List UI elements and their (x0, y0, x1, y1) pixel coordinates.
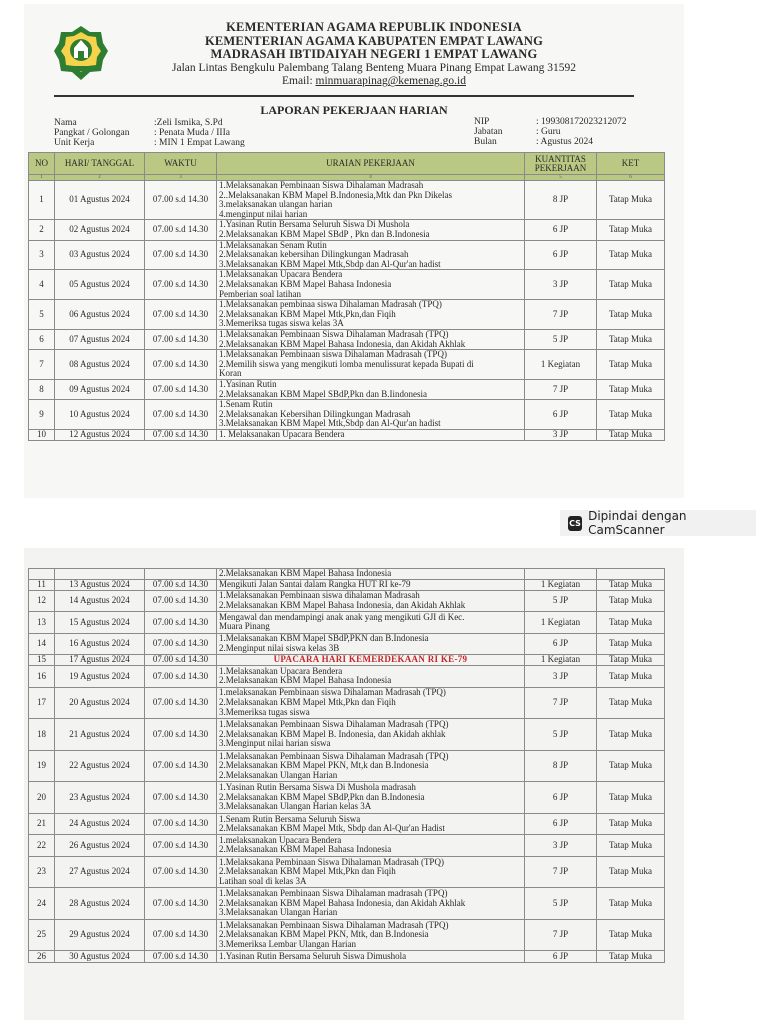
row-number: 20 (29, 782, 55, 814)
row-date: 09 Agustus 2024 (55, 379, 145, 399)
work-log-rows-page-1 (29, 181, 665, 441)
row-date: 02 Agustus 2024 (55, 220, 145, 240)
row-time: 07.00 s.d 14.30 (145, 654, 217, 665)
row-number: 3 (29, 240, 55, 270)
row-number: 9 (29, 400, 55, 430)
row-time: 07.00 s.d 14.30 (145, 633, 217, 654)
task-line: 2.Melaksanakan KBM Mapel Mtk,Pkn,dan Fiqih (219, 309, 396, 319)
task-line: 3.Memeriksa tugas siswa (219, 707, 310, 717)
row-ket: Tatap Muka (597, 350, 665, 380)
table-row (29, 719, 665, 751)
row-number: 26 (29, 951, 55, 962)
row-quantity: 8 JP (525, 181, 597, 220)
table-row (29, 240, 665, 270)
table-row (29, 181, 665, 220)
row-description (217, 666, 525, 687)
task-line: 2.Melaksanakan Kebersihan Dilingkungan Madrasah (219, 409, 411, 419)
task-line: 3.Memeriksa tugas siswa kelas 3A (219, 319, 344, 329)
col-header-no: NO (29, 153, 55, 175)
row-date: 21 Agustus 2024 (55, 719, 145, 751)
row-time: 07.00 s.d 14.30 (145, 590, 217, 611)
col-number: 5 (525, 175, 597, 181)
report-title: LAPORAN PEKERJAAN HARIAN (260, 103, 448, 117)
task-line: Pemberian soal latihan (219, 289, 301, 299)
task-line: 1.Melaksanakan Pembinaan Siswa Dihalaman madrasah (TPQ) (219, 889, 448, 899)
task-line: 1.Yasinan Rutin Bersama Seluruh Siswa Dimushola (219, 951, 407, 961)
col-header-ket: KET (597, 153, 665, 175)
task-line: 1.Melaksanakan Pembinaan Siswa Dihalaman Madrasah (TPQ) (219, 329, 449, 339)
row-time: 07.00 s.d 14.30 (145, 579, 217, 590)
col-header-date: HARI/ TANGGAL (55, 153, 145, 175)
employee-info-right (474, 118, 627, 147)
task-line: 1.Melaksanakan Upacara Bendera (219, 666, 343, 676)
row-quantity: 6 JP (525, 782, 597, 814)
table-row (29, 579, 665, 590)
row-quantity: 8 JP (525, 750, 597, 782)
col-number: 4 (217, 175, 525, 181)
row-number: 18 (29, 719, 55, 751)
kemenag-logo-icon (54, 24, 108, 82)
row-number: 12 (29, 590, 55, 611)
task-line: UPACARA HARI KEMERDEKAAN RI KE-79 (273, 655, 468, 665)
row-time: 07.00 s.d 14.30 (145, 181, 217, 220)
col-number: 1 (29, 175, 55, 181)
task-line: 2.Melaksanakan KBM Mapel Bahasa Indonesia, dan Akidah Akhlak (219, 600, 466, 610)
row-ket: Tatap Muka (597, 666, 665, 687)
task-line: 1.Yasinan Rutin Bersama Seluruh Siswa Di Mushola (219, 220, 410, 230)
task-line: 2.Melaksanakan KBM Mapel B. Indonesia, dan Akidah akhlak (219, 729, 446, 739)
table-row (29, 612, 665, 633)
row-date: 22 Agustus 2024 (55, 750, 145, 782)
info-value: : MIN 1 Empat Lawang (154, 137, 245, 148)
row-quantity: 7 JP (525, 856, 597, 888)
camscanner-icon: CS (568, 516, 582, 531)
table-row (29, 429, 665, 440)
row-number: 19 (29, 750, 55, 782)
row-ket: Tatap Muka (597, 813, 665, 834)
table-row (29, 813, 665, 834)
row-ket: Tatap Muka (597, 220, 665, 240)
row-ket: Tatap Muka (597, 429, 665, 440)
row-time: 07.00 s.d 14.30 (145, 329, 217, 349)
table-row (29, 856, 665, 888)
letterhead-line-3: MADRASAH IBTIDAIYAH NEGERI 1 EMPAT LAWANG (210, 47, 538, 62)
row-quantity: 7 JP (525, 379, 597, 399)
row-number: 10 (29, 429, 55, 440)
task-line: 2.Melaksanakan Ulangan Harian (219, 770, 338, 780)
row-description (217, 579, 525, 590)
row-date: 23 Agustus 2024 (55, 782, 145, 814)
row-date: 03 Agustus 2024 (55, 240, 145, 270)
row-ket: Tatap Muka (597, 181, 665, 220)
row-quantity: 1 Kegiatan (525, 350, 597, 380)
row-date: 26 Agustus 2024 (55, 835, 145, 856)
letterhead (124, 21, 624, 89)
row-ket: Tatap Muka (597, 719, 665, 751)
row-ket: Tatap Muka (597, 579, 665, 590)
row-quantity: 7 JP (525, 919, 597, 951)
task-line: 3.Melaksanakan KBM Mapel Mtk,Sbdp dan Al-Qur'an hadist (219, 419, 441, 429)
task-line: 2.Melaksanakan KBM Mapel Bahasa Indonesia (219, 676, 392, 686)
info-label: Pangkat / Golongan (54, 127, 130, 138)
row-ket: Tatap Muka (597, 888, 665, 920)
row-ket: Tatap Muka (597, 856, 665, 888)
row-number: 2 (29, 220, 55, 240)
task-line: 2.Melaksanakan KBM Mapel SBdP , Pkn dan B.Indonesia (219, 229, 430, 239)
task-line: 3.Melaksanakan Ulangan Harian kelas 3A (219, 802, 372, 812)
row-number: 8 (29, 379, 55, 399)
task-line: 2.Melaksanakan KBM Mapel Bahasa Indonesia (217, 569, 525, 580)
row-date: 29 Agustus 2024 (55, 919, 145, 951)
col-header-quantity: KUANTITAS PEKERJAAN (525, 153, 597, 175)
row-time: 07.00 s.d 14.30 (145, 856, 217, 888)
row-description (217, 270, 525, 300)
info-month-row (474, 138, 627, 148)
row-date: 24 Agustus 2024 (55, 813, 145, 834)
row-time: 07.00 s.d 14.30 (145, 919, 217, 951)
task-line: 3.Memeriksa Lembar Ulangan Harian (219, 939, 356, 949)
row-date: 19 Agustus 2024 (55, 666, 145, 687)
row-number: 5 (29, 300, 55, 330)
task-line: 3.Melaksanakan KBM Mapel Mtk,Sbdp dan Al-Qur'an hadist (219, 259, 441, 269)
row-number: 21 (29, 813, 55, 834)
row-description (217, 350, 525, 380)
table-row (29, 350, 665, 380)
table-row (29, 590, 665, 611)
letterhead-line-2: KEMENTERIAN AGAMA KABUPATEN EMPAT LAWANG (204, 33, 544, 48)
row-time: 07.00 s.d 14.30 (145, 429, 217, 440)
row-ket: Tatap Muka (597, 300, 665, 330)
col-header-description: URAIAN PEKERJAAN (217, 153, 525, 175)
letterhead-line-1: KEMENTERIAN AGAMA REPUBLIK INDONESIA (226, 20, 522, 34)
task-line: 1.Senam Rutin (219, 400, 273, 410)
info-value: :Zeli Ismika, S.Pd (154, 118, 223, 128)
task-line: 1.Melaksanakan Senam Rutin (219, 240, 327, 250)
row-number: 16 (29, 666, 55, 687)
row-date: 05 Agustus 2024 (55, 270, 145, 300)
row-time: 07.00 s.d 14.30 (145, 220, 217, 240)
row-quantity: 7 JP (525, 687, 597, 719)
info-label: Jabatan (474, 126, 503, 137)
table-row (29, 835, 665, 856)
task-line: 2..Melaksanakan KBM Mapel B.Indonesia,Mtk dan Pkn Dikelas (219, 190, 452, 200)
task-line: 2.Melaksanakan KBM Mapel Bahasa Indonesia (219, 279, 392, 289)
task-line: 2.Melaksanakan KBM Mapel Mtk, Sbdp dan Al-Qur'an Hadist (219, 824, 445, 834)
task-line: Latihan soal di kelas 3A (219, 876, 307, 886)
row-number: 4 (29, 270, 55, 300)
row-time: 07.00 s.d 14.30 (145, 379, 217, 399)
row-ket: Tatap Muka (597, 654, 665, 665)
row-ket: Tatap Muka (597, 379, 665, 399)
row-ket: Tatap Muka (597, 951, 665, 962)
task-line: Koran (219, 369, 242, 379)
row-ket: Tatap Muka (597, 329, 665, 349)
row-quantity: 3 JP (525, 835, 597, 856)
row-description (217, 400, 525, 430)
info-value: : Agustus 2024 (536, 136, 594, 147)
table-row (29, 270, 665, 300)
task-line: 1.Melaksanakan KBM Mapel SBdP,PKN dan B.Indonesia (219, 634, 429, 644)
table-row (29, 782, 665, 814)
camscanner-badge (560, 510, 756, 536)
row-time: 07.00 s.d 14.30 (145, 782, 217, 814)
row-date: 08 Agustus 2024 (55, 350, 145, 380)
row-number: 15 (29, 654, 55, 665)
row-quantity: 6 JP (525, 813, 597, 834)
row-date: 13 Agustus 2024 (55, 579, 145, 590)
camscanner-label: Dipindai dengan CamScanner (588, 509, 687, 537)
row-number: 14 (29, 633, 55, 654)
row-description (217, 240, 525, 270)
table-row-continuation (29, 569, 665, 580)
task-line: 1.melaksanakan Upacara Bendera (219, 835, 342, 845)
info-value: : Guru (536, 126, 561, 137)
task-line: 1.Melaksanakan Upacara Bendera (219, 270, 343, 280)
work-log-table-page-1 (28, 152, 665, 441)
task-line: 1. Melaksanakan Upacara Bendera (219, 429, 345, 439)
task-line: 2.Memilih siswa yang mengikuti lomba menulissurat kepada Bupati di (219, 359, 474, 369)
task-line: Mengikuti Jalan Santai dalam Rangka HUT RI ke-79 (219, 579, 411, 589)
task-line: 1.melaksanakan Pembinaan siswa Dihalaman Madrasah (TPQ) (219, 688, 446, 698)
row-quantity: 5 JP (525, 329, 597, 349)
row-number: 13 (29, 612, 55, 633)
table-row (29, 300, 665, 330)
work-log-table-page-2 (28, 568, 665, 963)
row-description (217, 835, 525, 856)
email-address: minmuarapinag@kemenag.go.id (315, 75, 466, 88)
row-date: 14 Agustus 2024 (55, 590, 145, 611)
row-time: 07.00 s.d 14.30 (145, 300, 217, 330)
task-line: 1.Melaksanakan Pembinaan Siswa Dihalaman Madrasah (TPQ) (219, 751, 449, 761)
row-time: 07.00 s.d 14.30 (145, 951, 217, 962)
row-description (217, 181, 525, 220)
row-quantity: 6 JP (525, 240, 597, 270)
row-description (217, 220, 525, 240)
row-ket: Tatap Muka (597, 633, 665, 654)
task-line: 1.Melaksanakan Pembinaan Siswa Dihalaman Madrasah (TPQ) (219, 720, 449, 730)
info-label: NIP (474, 117, 490, 127)
col-number: 3 (145, 175, 217, 181)
task-line: 1.Melaksakana Pembinaan Siswa Dihalaman Madrasah (TPQ) (219, 857, 444, 867)
task-line: 1.Senam Rutin Bersama Seluruh Siswa (219, 814, 361, 824)
task-line: 3.melaksanakan ulangan harian (219, 200, 333, 210)
table-row (29, 633, 665, 654)
email-label: Email: (281, 75, 316, 88)
table-row (29, 379, 665, 399)
row-description (217, 300, 525, 330)
task-line: 1.Yasinan Rutin Bersama Siswa Di Mushola madrasah (219, 783, 416, 793)
table-row (29, 888, 665, 920)
task-line: 1.Melaksanakan Pembinaan siswa Dihalaman Madrasah (TPQ) (219, 350, 447, 360)
row-time: 07.00 s.d 14.30 (145, 350, 217, 380)
row-date: 16 Agustus 2024 (55, 633, 145, 654)
table-row (29, 951, 665, 962)
task-line: 2.Melaksanakan KBM Mapel Bahasa Indonesia (219, 845, 392, 855)
row-ket: Tatap Muka (597, 590, 665, 611)
row-number: 24 (29, 888, 55, 920)
row-quantity: 5 JP (525, 719, 597, 751)
info-unit-row (54, 139, 245, 149)
table-row (29, 329, 665, 349)
row-description (217, 951, 525, 962)
row-quantity: 6 JP (525, 951, 597, 962)
task-line: 1.Melaksanakan pembinaa siswa Dihalaman Madrasah (TPQ) (219, 300, 442, 310)
row-date: 06 Agustus 2024 (55, 300, 145, 330)
row-date: 17 Agustus 2024 (55, 654, 145, 665)
row-ket: Tatap Muka (597, 835, 665, 856)
row-ket: Tatap Muka (597, 919, 665, 951)
task-line: 2.Menginput nilai siswa kelas 3B (219, 643, 340, 653)
task-line: Mengawal dan mendampingi anak anak yang mengikuti GJI di Kec. (219, 612, 465, 622)
task-line: 2.Melaksanakan KBM Mapel SBdP,Pkn dan B.Iindonesia (219, 389, 427, 399)
row-time: 07.00 s.d 14.30 (145, 270, 217, 300)
row-description (217, 612, 525, 633)
table-row (29, 750, 665, 782)
task-line: 2.Melaksanakan KBM Mapel Bahasa Indonesia, dan Akidah Akhlak (219, 898, 466, 908)
row-description (217, 379, 525, 399)
row-number: 22 (29, 835, 55, 856)
row-ket: Tatap Muka (597, 782, 665, 814)
row-description (217, 590, 525, 611)
row-number: 25 (29, 919, 55, 951)
task-line: 3.Melaksanakan Ulangan Harian (219, 908, 338, 918)
row-quantity: 5 JP (525, 888, 597, 920)
row-date: 01 Agustus 2024 (55, 181, 145, 220)
task-line: 3.Menginput nilai harian siswa (219, 739, 331, 749)
row-description (217, 919, 525, 951)
table-row (29, 654, 665, 665)
row-quantity: 6 JP (525, 400, 597, 430)
row-quantity: 1 Kegiatan (525, 654, 597, 665)
row-date: 27 Agustus 2024 (55, 856, 145, 888)
task-line: Muara Pinang (219, 622, 270, 632)
table-row (29, 400, 665, 430)
task-line: 2.Melaksanakan KBM Mapel PKN, Mtk, dan B.Indonesia (219, 930, 429, 940)
row-number: 7 (29, 350, 55, 380)
row-description (217, 750, 525, 782)
row-description (217, 329, 525, 349)
row-time: 07.00 s.d 14.30 (145, 750, 217, 782)
task-line: 2.Melaksanakan KBM Mapel PKN, Mt,k dan B.Indonesia (219, 761, 429, 771)
row-description (217, 888, 525, 920)
info-label: Unit Kerja (54, 137, 95, 148)
row-date: 10 Agustus 2024 (55, 400, 145, 430)
task-line: 1.Yasinan Rutin (219, 379, 277, 389)
row-quantity: 6 JP (525, 633, 597, 654)
row-description (217, 654, 525, 665)
row-number: 1 (29, 181, 55, 220)
row-ket: Tatap Muka (597, 240, 665, 270)
row-number: 23 (29, 856, 55, 888)
row-date: 20 Agustus 2024 (55, 687, 145, 719)
row-ket: Tatap Muka (597, 687, 665, 719)
scanned-page-1 (24, 4, 684, 498)
letterhead-address: Jalan Lintas Bengkulu Palembang Talang Benteng Muara Pinang Empat Lawang 31592 (172, 61, 576, 74)
scanned-page-2 (24, 548, 684, 1020)
row-description (217, 429, 525, 440)
row-ket: Tatap Muka (597, 400, 665, 430)
col-header-time: WAKTU (145, 153, 217, 175)
row-description (217, 687, 525, 719)
row-time: 07.00 s.d 14.30 (145, 400, 217, 430)
task-line: 2.Melaksanakan KBM Mapel Bahasa Indonesia, dan Akidah Akhlak (219, 339, 466, 349)
row-quantity: 7 JP (525, 300, 597, 330)
row-quantity: 5 JP (525, 590, 597, 611)
row-description (217, 813, 525, 834)
row-date: 07 Agustus 2024 (55, 329, 145, 349)
row-time: 07.00 s.d 14.30 (145, 612, 217, 633)
task-line: 1.Melaksanakan Pembinaan Siswa Dihalaman Madrasah (TPQ) (219, 920, 449, 930)
info-value: : 199308172023212072 (536, 117, 627, 127)
table-row (29, 666, 665, 687)
task-line: 2.Melaksanakan kebersihan Dilingkungan Madrasah (219, 250, 409, 260)
task-line: 4.menginput nilai harian (219, 209, 308, 219)
work-log-rows-page-2 (29, 569, 665, 963)
row-number: 11 (29, 579, 55, 590)
row-time: 07.00 s.d 14.30 (145, 813, 217, 834)
table-row (29, 220, 665, 240)
col-number: 2 (55, 175, 145, 181)
row-time: 07.00 s.d 14.30 (145, 240, 217, 270)
row-ket: Tatap Muka (597, 612, 665, 633)
row-description (217, 856, 525, 888)
task-line: 2.Melaksanakan KBM Mapel SBdP,Pkn dan B.Indonesia (219, 792, 425, 802)
table-row (29, 919, 665, 951)
row-description (217, 719, 525, 751)
task-line: 1.Melaksanakan Pembinaan siswa dihalaman Madrasah (219, 591, 420, 601)
row-quantity: 1 Kegiatan (525, 612, 597, 633)
table-row (29, 687, 665, 719)
row-description (217, 782, 525, 814)
row-time: 07.00 s.d 14.30 (145, 719, 217, 751)
col-number: 6 (597, 175, 665, 181)
employee-info-left (54, 119, 245, 148)
row-quantity: 3 JP (525, 666, 597, 687)
row-description (217, 633, 525, 654)
row-date: 30 Agustus 2024 (55, 951, 145, 962)
row-time: 07.00 s.d 14.30 (145, 835, 217, 856)
row-date: 15 Agustus 2024 (55, 612, 145, 633)
row-date: 28 Agustus 2024 (55, 888, 145, 920)
row-quantity: 1 Kegiatan (525, 579, 597, 590)
row-quantity: 6 JP (525, 220, 597, 240)
row-quantity: 3 JP (525, 270, 597, 300)
task-line: 1.Melaksanakan Pembinaan Siswa Dihalaman Madrasah (219, 181, 424, 190)
letterhead-divider (54, 95, 634, 97)
task-line: 2.Melaksanakan KBM Mapel Mtk,Pkn dan Fiqih (219, 698, 396, 708)
row-number: 17 (29, 687, 55, 719)
row-date: 12 Agustus 2024 (55, 429, 145, 440)
row-time: 07.00 s.d 14.30 (145, 687, 217, 719)
row-quantity: 3 JP (525, 429, 597, 440)
row-time: 07.00 s.d 14.30 (145, 888, 217, 920)
info-value: : Penata Muda / IIIa (154, 127, 230, 138)
row-number: 6 (29, 329, 55, 349)
info-label: Bulan (474, 136, 497, 147)
info-label: Nama (54, 118, 77, 128)
row-ket: Tatap Muka (597, 750, 665, 782)
row-ket: Tatap Muka (597, 270, 665, 300)
letterhead-email-line (124, 75, 624, 89)
row-time: 07.00 s.d 14.30 (145, 666, 217, 687)
task-line: 2.Melaksanakan KBM Mapel Mtk,Pkn dan Fiqih (219, 867, 396, 877)
